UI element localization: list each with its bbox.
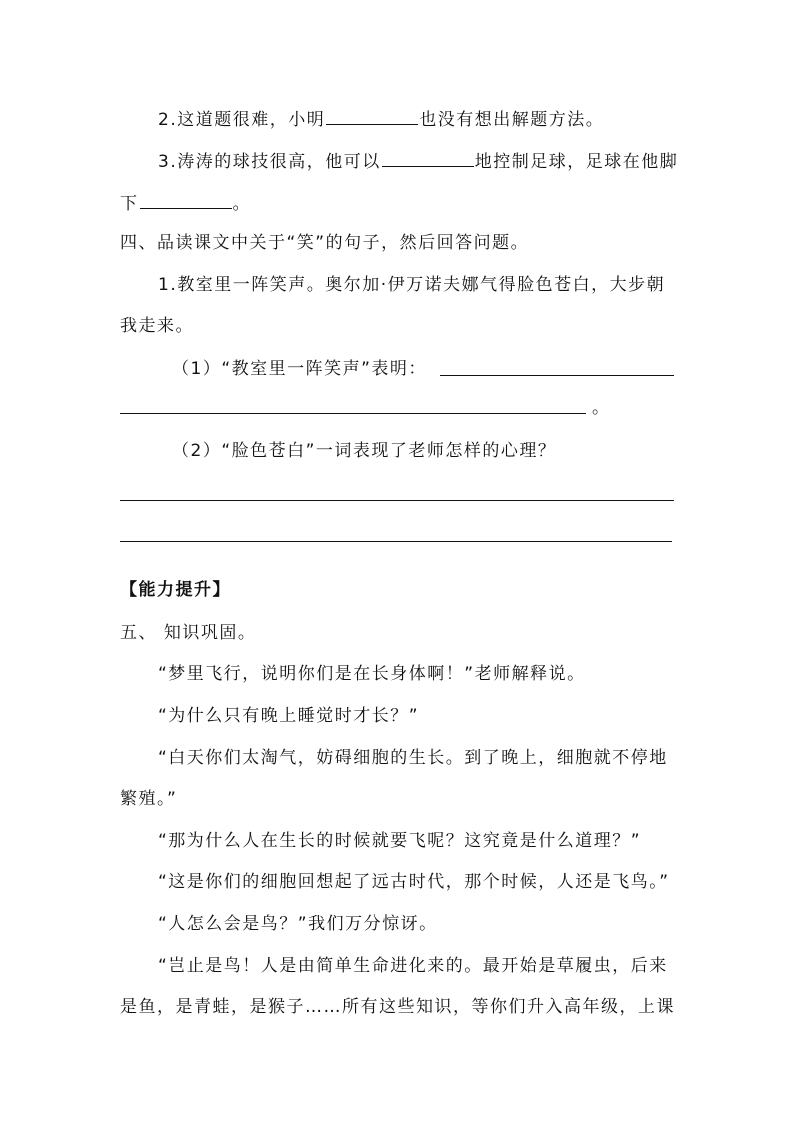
section-4-sub-1-end: 。 [592,398,611,418]
section-5-paragraph-2: “为什么只有晚上睡觉时才长？” [158,706,420,726]
section-5-paragraph-3-line-1: “白天你们太淘气，妨碍细胞的生长。到了晚上，细胞就不停地 [158,748,668,768]
section-5-paragraph-1: “梦里飞行，说明你们是在长身体啊！”老师解释说。 [158,664,586,684]
section-5-paragraph-3-line-2: 繁殖。” [120,789,178,809]
section-4-sub-1-label: （1）“教室里一阵笑声”表明： [172,359,427,379]
section-5-paragraph-7-line-2: 是鱼，是青蛙，是猴子……所有这些知识，等你们升入高年级，上课 [120,997,675,1017]
section-5-heading: 五、 知识巩固。 [120,623,257,643]
question-3-text-after: 地控制足球，足球在他脚 [474,152,679,172]
answer-line-sub-1-a[interactable] [440,375,674,376]
question-2 [158,106,604,132]
section-5-paragraph-6: “人怎么会是鸟？”我们万分惊讶。 [158,914,438,934]
question-3-blank-1[interactable] [382,148,474,167]
question-3-line-2-before: 下 [120,194,139,214]
ability-heading: 【能力提升】 [120,580,231,600]
question-2-text-before: 2.这道题很难，小明 [158,110,326,130]
question-3-line-2-after: 。 [232,194,251,214]
section-5-paragraph-4: “那为什么人在生长的时候就要飞呢？这究竟是什么道理？” [158,831,642,851]
question-3-line-1 [158,148,678,174]
section-4-heading: 四、品读课文中关于“笑”的句子，然后回答问题。 [120,233,530,253]
question-3-text-before: 3.涛涛的球技很高，他可以 [158,152,381,172]
section-5-paragraph-7-line-1: “岂止是鸟！人是由简单生命进化来的。最开始是草履虫，后来 [158,956,668,976]
section-4-item-1-line-2: 我走来。 [120,316,194,336]
question-3-line-2 [120,190,251,216]
section-5-paragraph-5: “这是你们的细胞回想起了远古时代，那个时候，人还是飞鸟。” [158,872,670,892]
question-2-text-after: 也没有想出解题方法。 [419,110,605,130]
section-4-item-1-line-1: 1.教室里一阵笑声。奥尔加·伊万诺夫娜气得脸色苍白，大步朝 [158,275,666,295]
question-3-blank-2[interactable] [140,190,232,209]
section-4-sub-2-label: （2）“脸色苍白”一词表现了老师怎样的心理？ [172,441,557,461]
answer-line-sub-2-b[interactable] [120,541,672,542]
question-2-blank[interactable] [326,106,418,125]
answer-line-sub-1-b[interactable] [120,413,586,414]
answer-line-sub-2-a[interactable] [120,500,674,501]
